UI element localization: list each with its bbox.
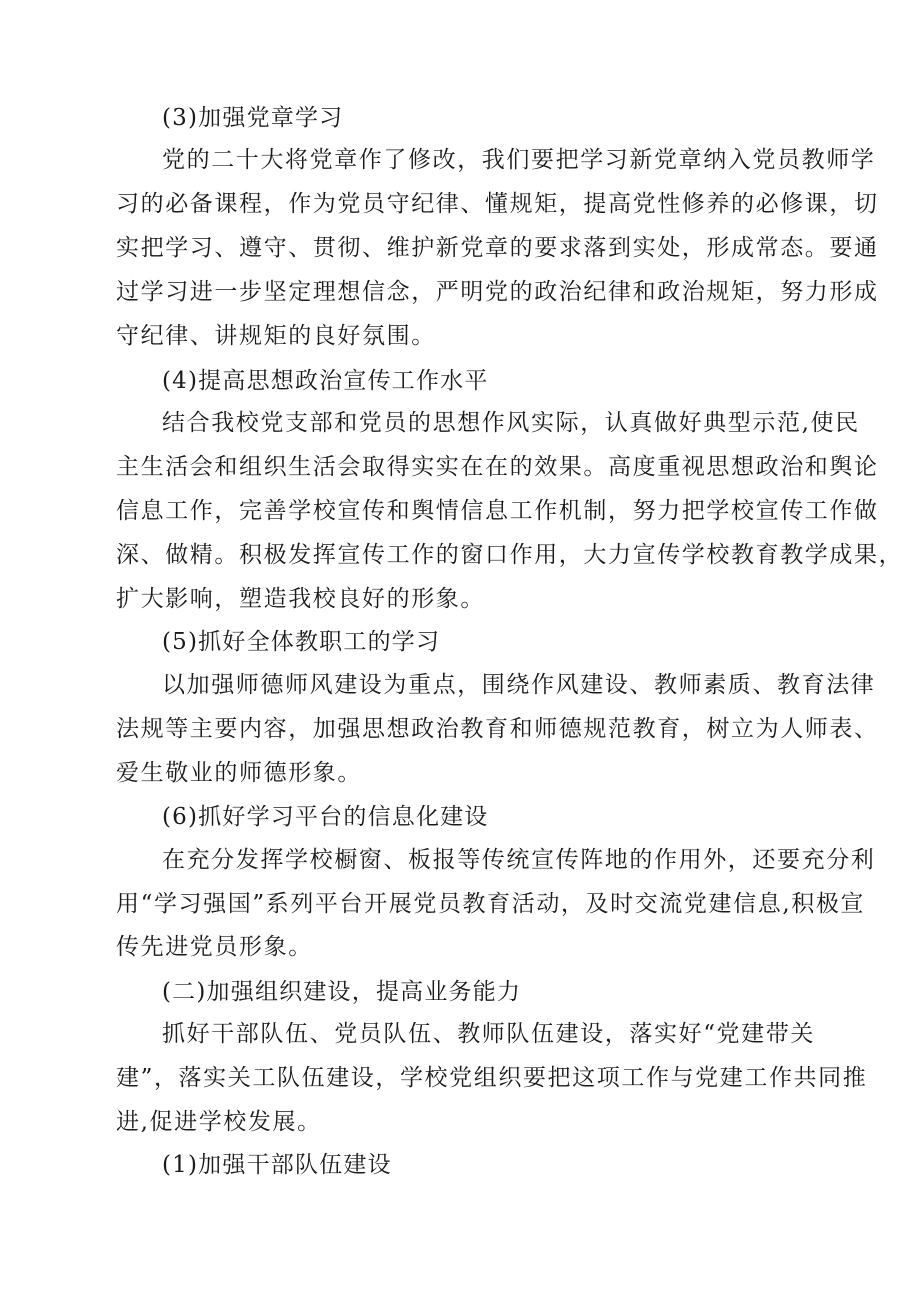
paragraph-line: 深、做精。积极发挥宣传工作的窗口作用，大力宣传学校教育教学成果， — [116, 542, 904, 568]
paragraph-line: 扩大影响，塑造我校良好的形象。 — [116, 586, 485, 612]
paragraph-line: 在充分发挥学校橱窗、板报等传统宣传阵地的作用外，还要充分利 — [162, 847, 876, 873]
paragraph-line: 法规等主要内容，加强思想政治教育和师德规范教育，树立为人师表、 — [116, 716, 879, 742]
paragraph-line: 抓好干部队伍、党员队伍、教师队伍建设，落实好“党建带关 — [162, 1021, 815, 1047]
paragraph-line: 过学习进一步坚定理想信念，严明党的政治纪律和政治规矩，努力形成 — [116, 279, 879, 305]
section-heading: (5)抓好全体教职工的学习 — [162, 629, 441, 655]
paragraph-line: 守纪律、讲规矩的良好氛围。 — [116, 323, 436, 349]
section-heading: (6)抓好学习平台的信息化建设 — [162, 804, 489, 830]
section-heading: (二)加强组织建设，提高业务能力 — [162, 979, 522, 1005]
paragraph-line: 爱生敬业的师德形象。 — [116, 760, 362, 786]
paragraph-line: 以加强师德师风建设为重点，围绕作风建设、教师素质、教育法律 — [162, 672, 876, 698]
paragraph-line: 用“学习强国”系列平台开展党员教育活动，及时交流党建信息,积极宣 — [116, 891, 866, 917]
paragraph-line: 信息工作，完善学校宣传和舆情信息工作机制，努力把学校宣传工作做 — [116, 498, 879, 524]
paragraph-line: 结合我校党支部和党员的思想作风实际，认真做好典型示范,使民 — [162, 410, 860, 436]
paragraph-line: 建”，落实关工队伍建设，学校党组织要把这项工作与党建工作共同推 — [116, 1065, 868, 1091]
paragraph-line: 党的二十大将党章作了修改，我们要把学习新党章纳入党员教师学 — [162, 147, 876, 173]
paragraph-line: 主生活会和组织生活会取得实实在在的效果。高度重视思想政治和舆论 — [116, 454, 879, 480]
section-heading: (4)提高思想政治宣传工作水平 — [162, 368, 489, 394]
paragraph-line: 实把学习、遵守、贯彻、维护新党章的要求落到实处，形成常态。要通 — [116, 235, 879, 261]
paragraph-line: 传先进党员形象。 — [116, 934, 313, 960]
section-heading: (3)加强党章学习 — [162, 105, 344, 131]
section-heading: (1)加强干部队伍建设 — [162, 1152, 392, 1178]
paragraph-line: 进,促进学校发展。 — [116, 1109, 322, 1135]
paragraph-line: 习的必备课程，作为党员守纪律、懂规矩，提高党性修养的必修课，切 — [116, 191, 879, 217]
